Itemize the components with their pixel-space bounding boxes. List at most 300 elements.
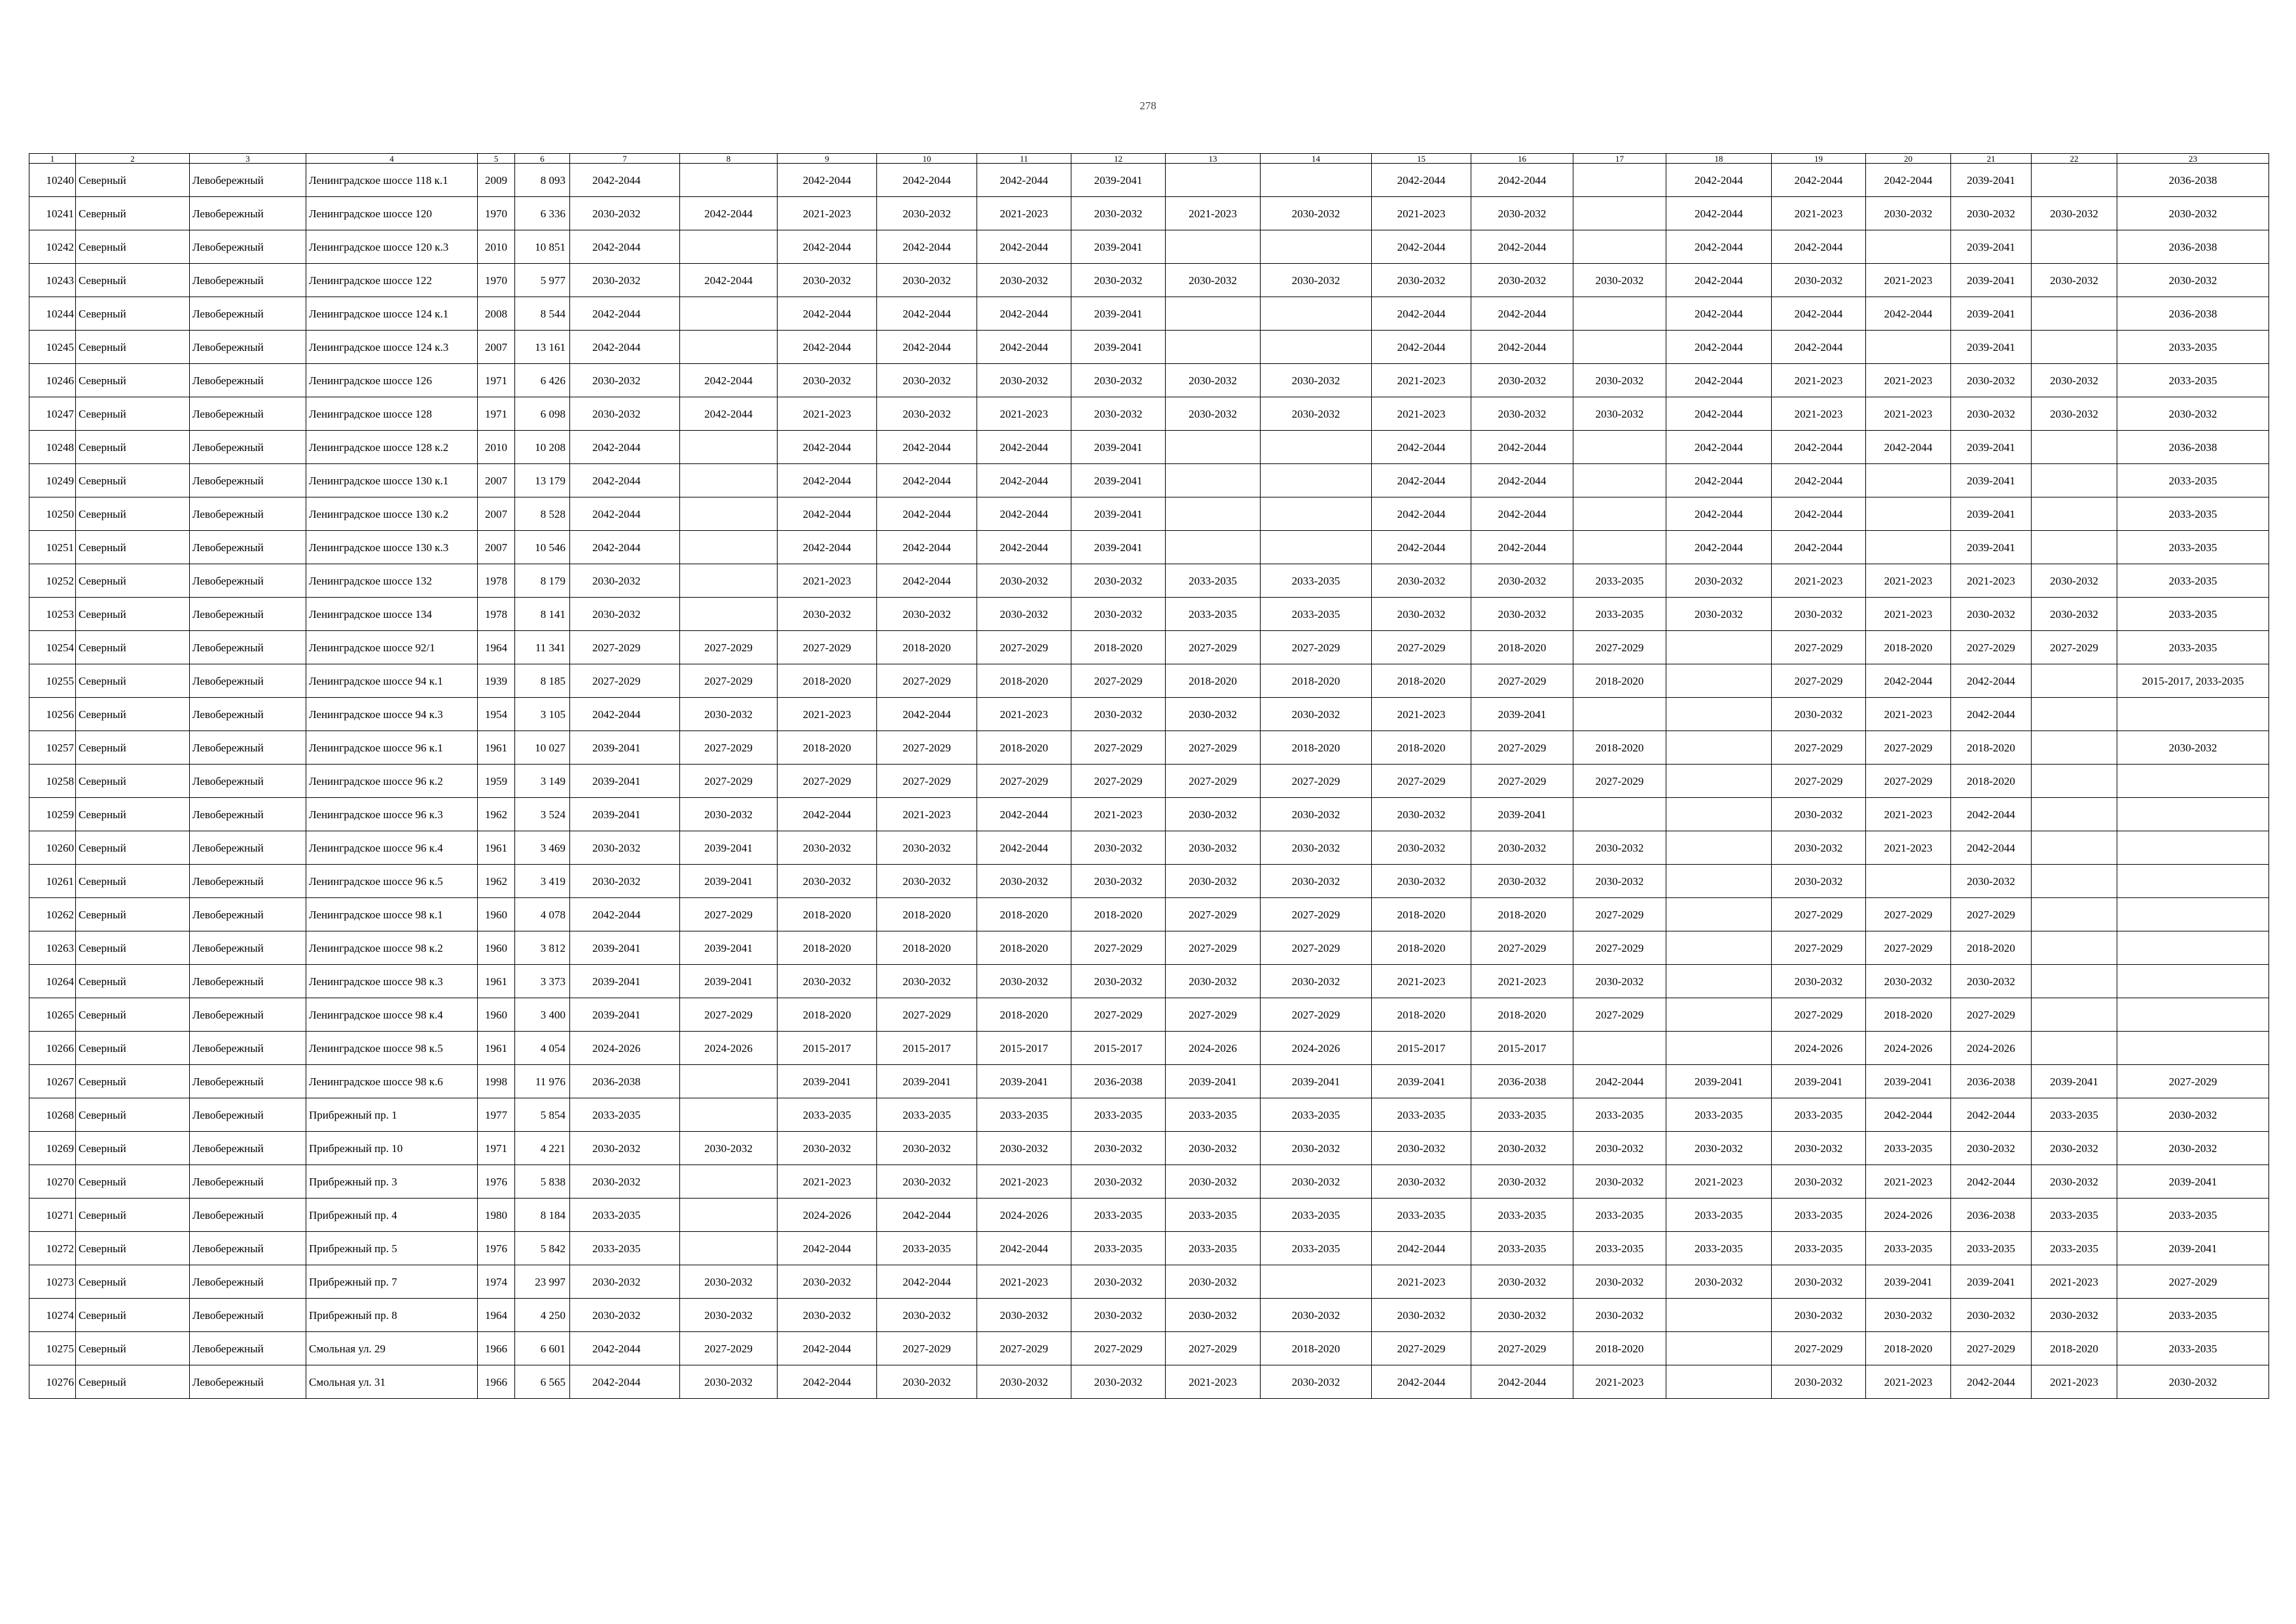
table-cell-col-21: 2027-2029 — [1951, 898, 2032, 931]
table-cell-col-16: 2027-2029 — [1471, 931, 1573, 965]
table-cell-col-6: 4 221 — [515, 1132, 570, 1165]
table-cell-col-5: 2010 — [478, 431, 515, 464]
table-cell-col-4: Ленинградское шоссе 98 к.6 — [306, 1065, 478, 1098]
table-cell-col-12: 2039-2041 — [1071, 164, 1166, 197]
column-number-1: 1 — [29, 154, 76, 164]
table-cell-col-1: 10248 — [29, 431, 76, 464]
table-cell-col-16: 2030-2032 — [1471, 598, 1573, 631]
table-cell-col-21: 2018-2020 — [1951, 931, 2032, 965]
table-cell-col-8 — [680, 331, 778, 364]
table-cell-col-3: Левобережный — [190, 1332, 306, 1365]
table-cell-col-14 — [1261, 531, 1372, 564]
table-cell-col-7: 2030-2032 — [570, 197, 680, 230]
table-cell-col-18: 2042-2044 — [1666, 197, 1772, 230]
table-cell-col-16: 2018-2020 — [1471, 998, 1573, 1032]
table-cell-col-14: 2030-2032 — [1261, 264, 1372, 297]
table-cell-col-22: 2030-2032 — [2032, 1132, 2117, 1165]
table-cell-col-5: 1974 — [478, 1265, 515, 1299]
table-cell-col-21: 2039-2041 — [1951, 297, 2032, 331]
table-cell-col-3: Левобережный — [190, 230, 306, 264]
table-cell-col-2: Северный — [76, 598, 190, 631]
table-cell-col-9: 2042-2044 — [778, 798, 877, 831]
table-cell-col-3: Левобережный — [190, 1132, 306, 1165]
table-cell-col-1: 10269 — [29, 1132, 76, 1165]
table-cell-col-13: 2030-2032 — [1166, 965, 1261, 998]
table-cell-col-10: 2042-2044 — [877, 164, 977, 197]
table-cell-col-20: 2039-2041 — [1866, 1265, 1951, 1299]
table-cell-col-15: 2018-2020 — [1372, 998, 1471, 1032]
table-cell-col-6: 8 185 — [515, 664, 570, 698]
table-cell-col-4: Прибрежный пр. 7 — [306, 1265, 478, 1299]
table-cell-col-23: 2039-2041 — [2117, 1232, 2269, 1265]
table-cell-col-14: 2030-2032 — [1261, 1365, 1372, 1399]
table-row — [29, 698, 2269, 731]
table-cell-col-12: 2030-2032 — [1071, 564, 1166, 598]
table-cell-col-21: 2042-2044 — [1951, 1098, 2032, 1132]
table-cell-col-22: 2033-2035 — [2032, 1199, 2117, 1232]
table-cell-col-10: 2042-2044 — [877, 1265, 977, 1299]
table-cell-col-20: 2042-2044 — [1866, 431, 1951, 464]
table-cell-col-10: 2039-2041 — [877, 1065, 977, 1098]
table-cell-col-12: 2030-2032 — [1071, 865, 1166, 898]
table-cell-col-2: Северный — [76, 1365, 190, 1399]
table-cell-col-19: 2033-2035 — [1772, 1199, 1866, 1232]
table-cell-col-20: 2042-2044 — [1866, 297, 1951, 331]
table-cell-col-13: 2033-2035 — [1166, 598, 1261, 631]
table-cell-col-8: 2042-2044 — [680, 364, 778, 397]
column-number-22: 22 — [2032, 154, 2117, 164]
table-cell-col-4: Прибрежный пр. 1 — [306, 1098, 478, 1132]
table-cell-col-15: 2042-2044 — [1372, 431, 1471, 464]
table-cell-col-21: 2039-2041 — [1951, 464, 2032, 497]
table-cell-col-22: 2027-2029 — [2032, 631, 2117, 664]
table-cell-col-15: 2030-2032 — [1372, 564, 1471, 598]
table-cell-col-4: Ленинградское шоссе 134 — [306, 598, 478, 631]
table-cell-col-11: 2018-2020 — [977, 898, 1071, 931]
table-cell-col-5: 2007 — [478, 331, 515, 364]
table-cell-col-7: 2030-2032 — [570, 1165, 680, 1199]
table-cell-col-21: 2030-2032 — [1951, 397, 2032, 431]
table-cell-col-20: 2018-2020 — [1866, 631, 1951, 664]
table-cell-col-13: 2030-2032 — [1166, 865, 1261, 898]
table-cell-col-8: 2027-2029 — [680, 1332, 778, 1365]
table-cell-col-16: 2015-2017 — [1471, 1032, 1573, 1065]
table-cell-col-1: 10257 — [29, 731, 76, 765]
table-cell-col-6: 6 601 — [515, 1332, 570, 1365]
table-cell-col-23 — [2117, 698, 2269, 731]
table-cell-col-15: 2018-2020 — [1372, 898, 1471, 931]
table-cell-col-23: 2030-2032 — [2117, 1365, 2269, 1399]
table-cell-col-19: 2030-2032 — [1772, 965, 1866, 998]
table-cell-col-18: 2042-2044 — [1666, 264, 1772, 297]
table-cell-col-12: 2030-2032 — [1071, 197, 1166, 230]
table-cell-col-18: 2042-2044 — [1666, 297, 1772, 331]
table-cell-col-23 — [2117, 998, 2269, 1032]
table-cell-col-10: 2030-2032 — [877, 865, 977, 898]
table-cell-col-3: Левобережный — [190, 431, 306, 464]
column-number-17: 17 — [1573, 154, 1666, 164]
table-cell-col-7: 2042-2044 — [570, 1332, 680, 1365]
table-cell-col-18: 2042-2044 — [1666, 397, 1772, 431]
table-cell-col-11: 2042-2044 — [977, 331, 1071, 364]
table-cell-col-13: 2027-2029 — [1166, 731, 1261, 765]
table-cell-col-1: 10276 — [29, 1365, 76, 1399]
table-cell-col-23: 2030-2032 — [2117, 397, 2269, 431]
table-cell-col-19: 2027-2029 — [1772, 898, 1866, 931]
table-cell-col-3: Левобережный — [190, 364, 306, 397]
table-cell-col-20 — [1866, 865, 1951, 898]
table-cell-col-19: 2042-2044 — [1772, 497, 1866, 531]
table-cell-col-8 — [680, 230, 778, 264]
table-cell-col-2: Северный — [76, 1199, 190, 1232]
column-number-9: 9 — [778, 154, 877, 164]
table-cell-col-19: 2021-2023 — [1772, 564, 1866, 598]
table-cell-col-13 — [1166, 431, 1261, 464]
table-cell-col-17: 2033-2035 — [1573, 564, 1666, 598]
table-cell-col-5: 1977 — [478, 1098, 515, 1132]
table-cell-col-10: 2042-2044 — [877, 1199, 977, 1232]
table-cell-col-3: Левобережный — [190, 965, 306, 998]
table-cell-col-6: 3 524 — [515, 798, 570, 831]
table-cell-col-3: Левобережный — [190, 865, 306, 898]
table-cell-col-8: 2030-2032 — [680, 1365, 778, 1399]
table-cell-col-13: 2033-2035 — [1166, 1232, 1261, 1265]
table-cell-col-2: Северный — [76, 397, 190, 431]
table-cell-col-4: Ленинградское шоссе 96 к.5 — [306, 865, 478, 898]
table-cell-col-7: 2039-2041 — [570, 765, 680, 798]
table-cell-col-17: 2021-2023 — [1573, 1365, 1666, 1399]
table-cell-col-8: 2039-2041 — [680, 831, 778, 865]
column-number-3: 3 — [190, 154, 306, 164]
table-cell-col-7: 2033-2035 — [570, 1098, 680, 1132]
table-cell-col-7: 2042-2044 — [570, 164, 680, 197]
table-cell-col-17: 2030-2032 — [1573, 1132, 1666, 1165]
table-cell-col-22: 2030-2032 — [2032, 564, 2117, 598]
table-cell-col-7: 2042-2044 — [570, 431, 680, 464]
table-row — [29, 464, 2269, 497]
table-cell-col-21: 2036-2038 — [1951, 1065, 2032, 1098]
table-row — [29, 1032, 2269, 1065]
table-cell-col-21: 2039-2041 — [1951, 264, 2032, 297]
table-cell-col-1: 10274 — [29, 1299, 76, 1332]
table-cell-col-9: 2042-2044 — [778, 164, 877, 197]
table-cell-col-6: 23 997 — [515, 1265, 570, 1299]
table-row — [29, 664, 2269, 698]
table-cell-col-19: 2030-2032 — [1772, 1265, 1866, 1299]
table-row — [29, 765, 2269, 798]
table-cell-col-3: Левобережный — [190, 1032, 306, 1065]
table-cell-col-6: 3 812 — [515, 931, 570, 965]
table-cell-col-7: 2033-2035 — [570, 1199, 680, 1232]
table-cell-col-14: 2030-2032 — [1261, 1132, 1372, 1165]
table-cell-col-16: 2042-2044 — [1471, 164, 1573, 197]
table-cell-col-6: 10 208 — [515, 431, 570, 464]
table-cell-col-13: 2039-2041 — [1166, 1065, 1261, 1098]
table-cell-col-18 — [1666, 865, 1772, 898]
table-cell-col-1: 10256 — [29, 698, 76, 731]
table-cell-col-3: Левобережный — [190, 297, 306, 331]
table-cell-col-4: Ленинградское шоссе 124 к.1 — [306, 297, 478, 331]
table-cell-col-6: 13 179 — [515, 464, 570, 497]
table-cell-col-8: 2024-2026 — [680, 1032, 778, 1065]
table-cell-col-18 — [1666, 798, 1772, 831]
table-cell-col-22: 2030-2032 — [2032, 598, 2117, 631]
table-cell-col-3: Левобережный — [190, 1165, 306, 1199]
table-cell-col-6: 3 469 — [515, 831, 570, 865]
table-cell-col-3: Левобережный — [190, 931, 306, 965]
table-cell-col-19: 2042-2044 — [1772, 531, 1866, 564]
table-cell-col-15: 2027-2029 — [1372, 1332, 1471, 1365]
table-cell-col-1: 10261 — [29, 865, 76, 898]
table-cell-col-5: 1960 — [478, 898, 515, 931]
table-cell-col-14 — [1261, 164, 1372, 197]
table-cell-col-3: Левобережный — [190, 598, 306, 631]
table-cell-col-8 — [680, 1232, 778, 1265]
table-cell-col-7: 2042-2044 — [570, 531, 680, 564]
table-cell-col-13: 2027-2029 — [1166, 1332, 1261, 1365]
table-cell-col-19: 2024-2026 — [1772, 1032, 1866, 1065]
table-cell-col-19: 2027-2029 — [1772, 631, 1866, 664]
table-cell-col-21: 2021-2023 — [1951, 564, 2032, 598]
table-cell-col-1: 10259 — [29, 798, 76, 831]
table-cell-col-8 — [680, 1165, 778, 1199]
table-cell-col-9: 2018-2020 — [778, 731, 877, 765]
table-cell-col-23: 2030-2032 — [2117, 264, 2269, 297]
table-cell-col-12: 2015-2017 — [1071, 1032, 1166, 1065]
table-cell-col-15: 2021-2023 — [1372, 698, 1471, 731]
table-cell-col-18 — [1666, 1032, 1772, 1065]
table-cell-col-2: Северный — [76, 1265, 190, 1299]
table-cell-col-14: 2030-2032 — [1261, 197, 1372, 230]
table-cell-col-6: 4 078 — [515, 898, 570, 931]
table-cell-col-11: 2027-2029 — [977, 1332, 1071, 1365]
table-cell-col-13 — [1166, 164, 1261, 197]
table-cell-col-22: 2018-2020 — [2032, 1332, 2117, 1365]
table-cell-col-2: Северный — [76, 564, 190, 598]
table-cell-col-8: 2030-2032 — [680, 1299, 778, 1332]
table-row — [29, 197, 2269, 230]
table-cell-col-19: 2027-2029 — [1772, 998, 1866, 1032]
table-cell-col-1: 10264 — [29, 965, 76, 998]
table-cell-col-23 — [2117, 865, 2269, 898]
table-cell-col-6: 3 400 — [515, 998, 570, 1032]
table-cell-col-9: 2030-2032 — [778, 865, 877, 898]
column-number-16: 16 — [1471, 154, 1573, 164]
table-cell-col-10: 2042-2044 — [877, 564, 977, 598]
table-cell-col-18: 2033-2035 — [1666, 1199, 1772, 1232]
table-cell-col-7: 2027-2029 — [570, 664, 680, 698]
table-cell-col-3: Левобережный — [190, 798, 306, 831]
table-cell-col-9: 2042-2044 — [778, 1332, 877, 1365]
table-cell-col-10: 2027-2029 — [877, 664, 977, 698]
table-cell-col-8: 2027-2029 — [680, 664, 778, 698]
table-cell-col-13: 2030-2032 — [1166, 397, 1261, 431]
table-cell-col-3: Левобережный — [190, 1098, 306, 1132]
table-cell-col-4: Ленинградское шоссе 92/1 — [306, 631, 478, 664]
table-cell-col-7: 2042-2044 — [570, 1365, 680, 1399]
table-cell-col-14: 2027-2029 — [1261, 898, 1372, 931]
table-cell-col-4: Ленинградское шоссе 130 к.1 — [306, 464, 478, 497]
table-cell-col-7: 2042-2044 — [570, 230, 680, 264]
table-cell-col-3: Левобережный — [190, 765, 306, 798]
table-cell-col-22 — [2032, 865, 2117, 898]
table-cell-col-5: 1978 — [478, 564, 515, 598]
table-row — [29, 1065, 2269, 1098]
table-cell-col-8: 2030-2032 — [680, 798, 778, 831]
table-cell-col-3: Левобережный — [190, 497, 306, 531]
table-cell-col-16: 2030-2032 — [1471, 1132, 1573, 1165]
table-cell-col-17 — [1573, 497, 1666, 531]
table-cell-col-10: 2027-2029 — [877, 731, 977, 765]
table-cell-col-12: 2027-2029 — [1071, 998, 1166, 1032]
table-cell-col-13: 2021-2023 — [1166, 197, 1261, 230]
table-cell-col-5: 1954 — [478, 698, 515, 731]
table-cell-col-11: 2021-2023 — [977, 698, 1071, 731]
table-cell-col-11: 2042-2044 — [977, 431, 1071, 464]
table-cell-col-16: 2021-2023 — [1471, 965, 1573, 998]
table-cell-col-20: 2018-2020 — [1866, 1332, 1951, 1365]
table-cell-col-8: 2039-2041 — [680, 965, 778, 998]
table-cell-col-22 — [2032, 731, 2117, 765]
column-number-14: 14 — [1261, 154, 1372, 164]
table-cell-col-12: 2027-2029 — [1071, 931, 1166, 965]
table-cell-col-9: 2018-2020 — [778, 931, 877, 965]
table-cell-col-12: 2039-2041 — [1071, 531, 1166, 564]
table-cell-col-22 — [2032, 765, 2117, 798]
table-cell-col-15: 2021-2023 — [1372, 397, 1471, 431]
table-cell-col-13: 2024-2026 — [1166, 1032, 1261, 1065]
table-cell-col-4: Ленинградское шоссе 128 к.2 — [306, 431, 478, 464]
table-cell-col-19: 2030-2032 — [1772, 698, 1866, 731]
table-cell-col-13: 2027-2029 — [1166, 998, 1261, 1032]
table-row — [29, 798, 2269, 831]
table-cell-col-1: 10268 — [29, 1098, 76, 1132]
column-number-19: 19 — [1772, 154, 1866, 164]
table-cell-col-20: 2021-2023 — [1866, 364, 1951, 397]
table-cell-col-5: 2008 — [478, 297, 515, 331]
table-cell-col-1: 10252 — [29, 564, 76, 598]
table-cell-col-14: 2030-2032 — [1261, 1165, 1372, 1199]
table-cell-col-16: 2027-2029 — [1471, 664, 1573, 698]
table-cell-col-8 — [680, 164, 778, 197]
table-cell-col-17: 2027-2029 — [1573, 631, 1666, 664]
table-cell-col-15: 2042-2044 — [1372, 464, 1471, 497]
table-cell-col-7: 2042-2044 — [570, 497, 680, 531]
table-cell-col-4: Ленинградское шоссе 120 — [306, 197, 478, 230]
table-cell-col-18 — [1666, 698, 1772, 731]
table-cell-col-3: Левобережный — [190, 397, 306, 431]
table-cell-col-2: Северный — [76, 831, 190, 865]
table-row — [29, 431, 2269, 464]
table-cell-col-6: 6 336 — [515, 197, 570, 230]
column-number-row — [29, 154, 2269, 164]
table-cell-col-22 — [2032, 998, 2117, 1032]
table-cell-col-11: 2030-2032 — [977, 965, 1071, 998]
table-cell-col-9: 2018-2020 — [778, 998, 877, 1032]
table-cell-col-10: 2030-2032 — [877, 1165, 977, 1199]
table-cell-col-1: 10249 — [29, 464, 76, 497]
table-cell-col-6: 3 149 — [515, 765, 570, 798]
table-cell-col-2: Северный — [76, 364, 190, 397]
table-cell-col-14 — [1261, 497, 1372, 531]
table-cell-col-2: Северный — [76, 798, 190, 831]
table-cell-col-18: 2030-2032 — [1666, 564, 1772, 598]
table-cell-col-17: 2042-2044 — [1573, 1065, 1666, 1098]
table-cell-col-20: 2021-2023 — [1866, 1165, 1951, 1199]
table-cell-col-6: 6 565 — [515, 1365, 570, 1399]
table-cell-col-17 — [1573, 531, 1666, 564]
table-cell-col-13: 2030-2032 — [1166, 264, 1261, 297]
table-cell-col-22 — [2032, 664, 2117, 698]
table-cell-col-11: 2042-2044 — [977, 531, 1071, 564]
table-cell-col-3: Левобережный — [190, 464, 306, 497]
table-cell-col-21: 2039-2041 — [1951, 164, 2032, 197]
table-cell-col-15: 2018-2020 — [1372, 664, 1471, 698]
column-number-15: 15 — [1372, 154, 1471, 164]
table-cell-col-22 — [2032, 831, 2117, 865]
table-cell-col-23: 2033-2035 — [2117, 1332, 2269, 1365]
table-cell-col-17: 2018-2020 — [1573, 731, 1666, 765]
table-cell-col-20: 2021-2023 — [1866, 831, 1951, 865]
table-cell-col-4: Прибрежный пр. 3 — [306, 1165, 478, 1199]
table-cell-col-14: 2039-2041 — [1261, 1065, 1372, 1098]
table-cell-col-21: 2039-2041 — [1951, 497, 2032, 531]
table-row — [29, 731, 2269, 765]
table-cell-col-14: 2033-2035 — [1261, 1232, 1372, 1265]
table-row — [29, 1299, 2269, 1332]
table-cell-col-15: 2030-2032 — [1372, 598, 1471, 631]
table-cell-col-15: 2021-2023 — [1372, 965, 1471, 998]
table-cell-col-18: 2021-2023 — [1666, 1165, 1772, 1199]
table-cell-col-14 — [1261, 464, 1372, 497]
table-cell-col-17: 2030-2032 — [1573, 965, 1666, 998]
table-cell-col-10: 2030-2032 — [877, 197, 977, 230]
table-cell-col-2: Северный — [76, 631, 190, 664]
table-cell-col-2: Северный — [76, 431, 190, 464]
table-cell-col-3: Левобережный — [190, 631, 306, 664]
table-cell-col-9: 2021-2023 — [778, 397, 877, 431]
table-cell-col-2: Северный — [76, 731, 190, 765]
table-cell-col-20: 2042-2044 — [1866, 164, 1951, 197]
table-cell-col-22: 2039-2041 — [2032, 1065, 2117, 1098]
table-cell-col-5: 2009 — [478, 164, 515, 197]
table-cell-col-14 — [1261, 1265, 1372, 1299]
table-cell-col-9: 2021-2023 — [778, 698, 877, 731]
table-cell-col-18: 2042-2044 — [1666, 497, 1772, 531]
table-row — [29, 1365, 2269, 1399]
table-cell-col-1: 10260 — [29, 831, 76, 865]
table-cell-col-1: 10263 — [29, 931, 76, 965]
table-cell-col-6: 8 184 — [515, 1199, 570, 1232]
table-cell-col-11: 2030-2032 — [977, 865, 1071, 898]
table-cell-col-23 — [2117, 798, 2269, 831]
table-cell-col-6: 4 250 — [515, 1299, 570, 1332]
table-cell-col-19: 2042-2044 — [1772, 297, 1866, 331]
table-cell-col-12: 2021-2023 — [1071, 798, 1166, 831]
table-cell-col-9: 2042-2044 — [778, 297, 877, 331]
table-cell-col-5: 1960 — [478, 998, 515, 1032]
table-cell-col-23: 2015-2017, 2033-2035 — [2117, 664, 2269, 698]
table-cell-col-9: 2030-2032 — [778, 831, 877, 865]
table-cell-col-18: 2042-2044 — [1666, 531, 1772, 564]
table-cell-col-20: 2021-2023 — [1866, 564, 1951, 598]
table-cell-col-7: 2042-2044 — [570, 464, 680, 497]
table-cell-col-17: 2033-2035 — [1573, 1199, 1666, 1232]
table-cell-col-10: 2027-2029 — [877, 998, 977, 1032]
table-cell-col-11: 2021-2023 — [977, 397, 1071, 431]
page-number: 278 — [1139, 99, 1157, 112]
table-row — [29, 1265, 2269, 1299]
